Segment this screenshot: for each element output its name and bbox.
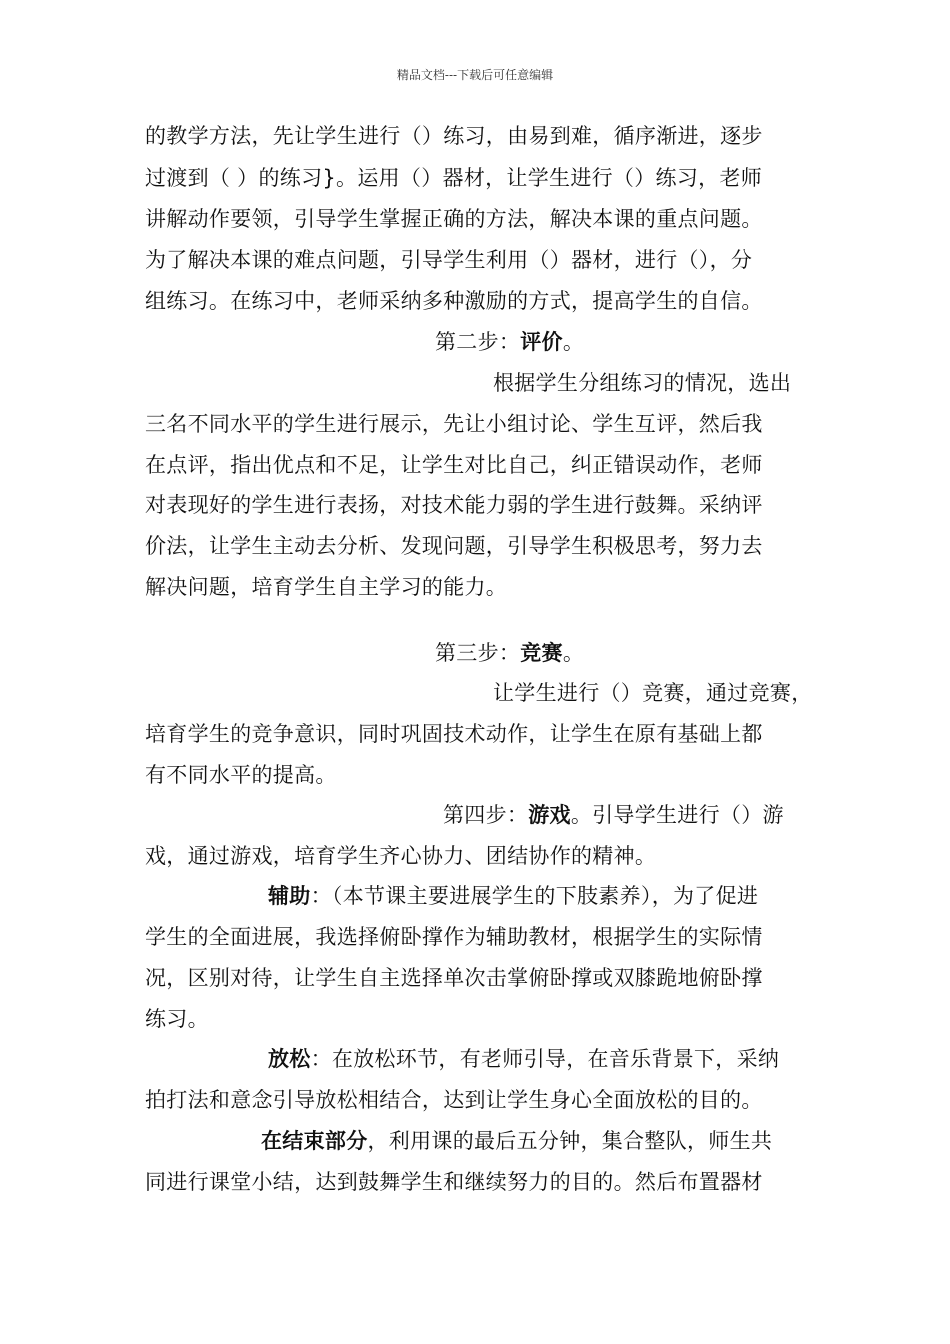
bold-term: 放松 <box>268 1047 311 1071</box>
text-span: 对表现好的学生进行表扬，对技术能力弱的学生进行鼓舞。采纳评 <box>145 493 763 517</box>
bold-term: 竞赛 <box>520 641 563 665</box>
text-span: 况，区别对待，让学生自主选择单次击掌俯卧撑或双膝跪地俯卧撑 <box>145 966 763 990</box>
text-line <box>261 1128 772 1154</box>
text-line <box>145 206 763 232</box>
bold-term: 游戏 <box>528 803 571 827</box>
text-span: 培育学生的竞争意识，同时巩固技术动作，让学生在原有基础上都 <box>145 722 763 746</box>
page-header: 精品文档---下载后可任意编辑 <box>396 68 554 82</box>
text-line <box>268 1046 779 1072</box>
text-line <box>145 247 752 273</box>
text-line <box>145 123 763 149</box>
text-span: 在点评，指出优点和不足，让学生对比自己，纠正错误动作，老师 <box>145 453 763 477</box>
text-line <box>145 762 337 788</box>
text-span: 第三步： <box>435 641 521 665</box>
text-line <box>435 640 584 666</box>
text-span: 解决问题，培育学生自主学习的能力。 <box>145 575 508 599</box>
text-line <box>145 721 763 747</box>
text-span: 为了解决本课的难点问题，引导学生利用（）器材，进行（），分 <box>145 248 753 272</box>
text-span: 讲解动作要领，引导学生掌握正确的方法，解决本课的重点问题。 <box>145 207 763 231</box>
text-span: 第二步： <box>435 330 521 354</box>
text-line <box>145 288 763 314</box>
text-line <box>145 574 507 600</box>
text-span: ：（本节课主要进展学生的下肢素养），为了促进 <box>310 884 759 908</box>
text-span: 学生的全面进展，我选择俯卧撑作为辅助教材，根据学生的实际情 <box>145 925 763 949</box>
text-line <box>145 533 763 559</box>
bold-term: 评价 <box>520 330 563 354</box>
text-line <box>435 329 584 355</box>
text-line <box>145 452 763 478</box>
bold-term: 辅助 <box>268 884 311 908</box>
bold-term: 在结束部分 <box>261 1129 368 1153</box>
text-span: 。 <box>562 641 585 665</box>
text-span: 三名不同水平的学生进行展示，先让小组讨论、学生互评，然后我 <box>145 412 763 436</box>
text-span: 价法，让学生主动去分析、发现问题，引导学生积极思考，努力去 <box>145 534 763 558</box>
text-span: 的教学方法，先让学生进行（）练习，由易到难，循序渐进，逐步 <box>145 124 763 148</box>
text-line <box>268 883 758 909</box>
text-span: 组练习。在练习中，老师采纳多种激励的方式，提高学生的自信。 <box>145 289 763 313</box>
text-span: 。 <box>562 330 585 354</box>
text-span: 第四步： <box>443 803 529 827</box>
text-span: 同进行课堂小结，达到鼓舞学生和继续努力的目的。然后布置器材 <box>145 1170 763 1194</box>
text-span: ，利用课的最后五分钟，集合整队，师生共 <box>367 1129 773 1153</box>
text-line <box>145 1006 209 1032</box>
text-line <box>145 1169 763 1195</box>
text-line <box>145 411 763 437</box>
text-line <box>493 370 791 396</box>
text-line <box>145 1087 763 1113</box>
text-line <box>145 924 763 950</box>
text-line <box>443 802 784 828</box>
text-line <box>145 965 763 991</box>
text-span: 让学生进行（）竞赛，通过竞赛， <box>493 681 813 705</box>
text-line <box>493 680 813 706</box>
text-span: 过渡到（ ）的练习}。运用（）器材，让学生进行（）练习，老师 <box>145 166 763 190</box>
text-line <box>145 165 762 191</box>
text-span: 拍打法和意念引导放松相结合，达到让学生身心全面放松的目的。 <box>145 1088 763 1112</box>
text-span: 戏，通过游戏，培育学生齐心协力、团结协作的精神。 <box>145 844 657 868</box>
text-span: ：在放松环节，有老师引导，在音乐背景下，采纳 <box>310 1047 780 1071</box>
text-span: 根据学生分组练习的情况，选出 <box>493 371 792 395</box>
text-span: 。引导学生进行（）游 <box>570 803 784 827</box>
text-span: 有不同水平的提高。 <box>145 763 337 787</box>
text-span: 练习。 <box>145 1007 209 1031</box>
text-line <box>145 843 656 869</box>
text-line <box>145 492 763 518</box>
